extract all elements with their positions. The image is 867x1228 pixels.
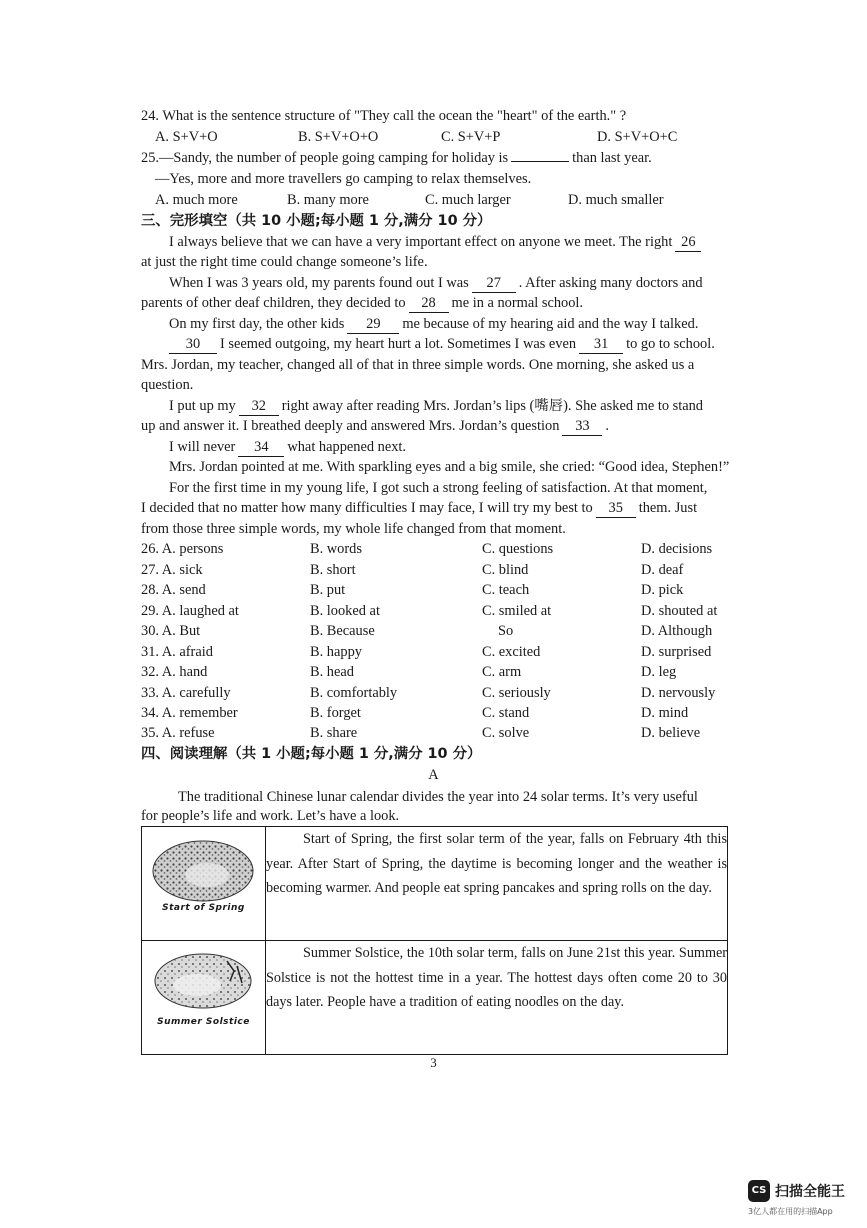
cloze-paragraph-7: Mrs. Jordan pointed at me. With sparkling eyes and a big smile, she cried: “Good idea, Stephen!” <box>169 459 730 475</box>
q27-option-a: 27. A. sick <box>141 562 203 578</box>
q33-option-c: C. seriously <box>482 685 551 701</box>
camscanner-logo-icon: CS <box>748 1180 770 1202</box>
q28-option-b: B. put <box>310 582 346 598</box>
cloze-paragraph-3 <box>169 314 698 334</box>
q32-option-d: D. leg <box>641 664 677 680</box>
q28-option-c: C. teach <box>482 582 530 598</box>
cloze-text: them. Just <box>638 500 698 516</box>
cloze-text: I put up my <box>169 398 236 414</box>
start-of-spring-text-cell <box>266 827 728 941</box>
q32-option-c: C. arm <box>482 664 522 680</box>
q31-option-a: 31. A. afraid <box>141 644 213 660</box>
cloze-text: When I was 3 years old, my parents found out I was <box>169 275 469 291</box>
q33-option-a: 33. A. carefully <box>141 685 231 701</box>
start-of-spring-illustration <box>142 827 265 935</box>
table-row <box>142 941 728 1055</box>
question-25-stem <box>141 148 652 168</box>
scanner-watermark <box>748 1180 858 1222</box>
q26-option-c: C. questions <box>482 541 554 557</box>
q24-option-a: A. S+V+O <box>155 129 218 145</box>
blank-28: 28 <box>409 295 449 313</box>
q35-option-b: B. share <box>310 725 358 741</box>
q25-stem-part-1: 25.—Sandy, the number of people going camping for holiday is <box>141 150 509 166</box>
blank-33: 33 <box>562 418 602 436</box>
summer-solstice-picture-cell <box>142 941 266 1055</box>
passage-label: A <box>428 767 439 783</box>
cloze-text: me because of my hearing aid and the way I talked. <box>402 316 699 332</box>
cloze-paragraph-8-line-3: from those three simple words, my whole life changed from that moment. <box>141 521 566 537</box>
cloze-paragraph-5-line-2 <box>141 416 609 436</box>
q26-option-b: B. words <box>310 541 362 557</box>
cloze-paragraph-8-line-2 <box>141 498 697 518</box>
watermark-app-name: 扫描全能王 <box>775 1184 845 1200</box>
cloze-text: On my first day, the other kids <box>169 316 345 332</box>
q35-option-d: D. believe <box>641 725 701 741</box>
passage-intro-line-1: The traditional Chinese lunar calendar divides the year into 24 solar terms. It’s very useful <box>178 789 698 805</box>
cloze-text: parents of other deaf children, they decided to <box>141 295 406 311</box>
q32-option-b: B. head <box>310 664 354 680</box>
cloze-paragraph-4-line-3: question. <box>141 377 194 393</box>
cloze-text: right away after reading Mrs. Jordan’s lips (嘴唇). She asked me to stand <box>281 398 703 414</box>
cloze-text: . <box>605 418 610 434</box>
start-of-spring-caption: Start of Spring <box>162 903 245 913</box>
q25-option-a: A. much more <box>155 192 238 208</box>
q25-stem-part-2: than last year. <box>572 150 652 166</box>
blank-32: 32 <box>239 398 279 416</box>
page-number: 3 <box>430 1055 437 1070</box>
q27-option-b: B. short <box>310 562 356 578</box>
q30-option-a: 30. A. But <box>141 623 201 639</box>
q27-option-c: C. blind <box>482 562 529 578</box>
start-of-spring-description: Start of Spring, the first solar term of the year, falls on February 4th this year. After Start of Spring, the daytime is becoming longer and the weather is becoming warmer. And people eat spring pancakes and spring rolls on the day. <box>266 831 727 896</box>
q24-option-b: B. S+V+O+O <box>298 129 379 145</box>
q26-option-a: 26. A. persons <box>141 541 224 557</box>
q25-option-b: B. many more <box>287 192 369 208</box>
cloze-text: what happened next. <box>287 439 407 455</box>
q25-reply: —Yes, more and more travellers go camping to relax themselves. <box>155 171 532 187</box>
q29-option-b: B. looked at <box>310 603 380 619</box>
summer-solstice-description: Summer Solstice, the 10th solar term, falls on June 21st this year. Summer Solstice is not the hottest time in a year. The hottest days often come 20 to 30 days later. People have a tradition of eating noodles on the day. <box>266 945 727 1010</box>
q32-option-a: 32. A. hand <box>141 664 208 680</box>
q30-option-c: So <box>498 623 514 639</box>
cloze-text: I seemed outgoing, my heart hurt a lot. Sometimes I was even <box>220 336 577 352</box>
blank-30: 30 <box>169 336 217 354</box>
q31-option-b: B. happy <box>310 644 362 660</box>
q26-option-d: D. decisions <box>641 541 713 557</box>
blank-31: 31 <box>579 336 623 354</box>
blank-27: 27 <box>472 275 516 293</box>
section-3-heading: 三、完形填空（共 10 小题;每小题 1 分,满分 10 分） <box>141 213 492 229</box>
table-row <box>142 827 728 941</box>
blank-35: 35 <box>596 500 636 518</box>
q35-option-c: C. solve <box>482 725 530 741</box>
blank-29: 29 <box>347 316 399 334</box>
cloze-paragraph-8-line-1: For the first time in my young life, I got such a strong feeling of satisfaction. At that moment, <box>169 480 708 496</box>
section-4-heading: 四、阅读理解（共 1 小题;每小题 1 分,满分 10 分） <box>141 746 482 762</box>
cloze-text: to go to school. <box>626 336 715 352</box>
cloze-paragraph-2-line-1 <box>169 273 703 293</box>
cloze-text: . After asking many doctors and <box>518 275 703 291</box>
q34-option-d: D. mind <box>641 705 689 721</box>
q25-option-d: D. much smaller <box>568 192 664 208</box>
cloze-paragraph-2-line-2 <box>141 293 583 313</box>
summer-solstice-text-cell <box>266 941 728 1055</box>
cloze-paragraph-5-line-1 <box>169 396 703 416</box>
q33-option-d: D. nervously <box>641 685 716 701</box>
watermark-tagline: 3亿人都在用的扫描App <box>748 1207 833 1216</box>
summer-solstice-illustration <box>142 941 265 1049</box>
q28-option-a: 28. A. send <box>141 582 206 598</box>
cloze-paragraph-4-line-1 <box>169 334 715 354</box>
q29-option-d: D. shouted at <box>641 603 718 619</box>
q30-option-d: D. Although <box>641 623 713 639</box>
cloze-text: me in a normal school. <box>451 295 584 311</box>
q34-option-c: C. stand <box>482 705 530 721</box>
cloze-paragraph-1-line-2: at just the right time could change someone’s life. <box>141 254 428 270</box>
start-of-spring-picture-cell <box>142 827 266 941</box>
cloze-text: I will never <box>169 439 236 455</box>
q34-option-b: B. forget <box>310 705 361 721</box>
q31-option-d: D. surprised <box>641 644 712 660</box>
q25-option-c: C. much larger <box>425 192 511 208</box>
q24-option-d: D. S+V+O+C <box>597 129 678 145</box>
solar-terms-table <box>141 826 728 1055</box>
q25-blank <box>511 161 569 162</box>
cloze-text: I always believe that we can have a very important effect on anyone we meet. The right <box>169 234 673 250</box>
q27-option-d: D. deaf <box>641 562 684 578</box>
cloze-paragraph-1-line-1 <box>169 232 704 252</box>
q34-option-a: 34. A. remember <box>141 705 238 721</box>
q29-option-a: 29. A. laughed at <box>141 603 239 619</box>
q24-option-c: C. S+V+P <box>441 129 501 145</box>
cloze-paragraph-6 <box>169 437 406 457</box>
q35-option-a: 35. A. refuse <box>141 725 215 741</box>
summer-solstice-caption: Summer Solstice <box>157 1017 250 1027</box>
blank-26: 26 <box>675 234 701 252</box>
q33-option-b: B. comfortably <box>310 685 398 701</box>
q29-option-c: C. smiled at <box>482 603 552 619</box>
q30-option-b: B. Because <box>310 623 375 639</box>
q28-option-d: D. pick <box>641 582 684 598</box>
cloze-text: I decided that no matter how many difficulties I may face, I will try my best to <box>141 500 593 516</box>
question-24-stem: 24. What is the sentence structure of "They call the ocean the "heart" of the earth." ? <box>141 108 627 124</box>
blank-34: 34 <box>238 439 284 457</box>
cloze-paragraph-4-line-2: Mrs. Jordan, my teacher, changed all of that in three simple words. One morning, she asked us a <box>141 357 695 373</box>
passage-intro-line-2: for people’s life and work. Let’s have a look. <box>141 808 400 824</box>
q31-option-c: C. excited <box>482 644 541 660</box>
cloze-text: up and answer it. I breathed deeply and answered Mrs. Jordan’s question <box>141 418 560 434</box>
